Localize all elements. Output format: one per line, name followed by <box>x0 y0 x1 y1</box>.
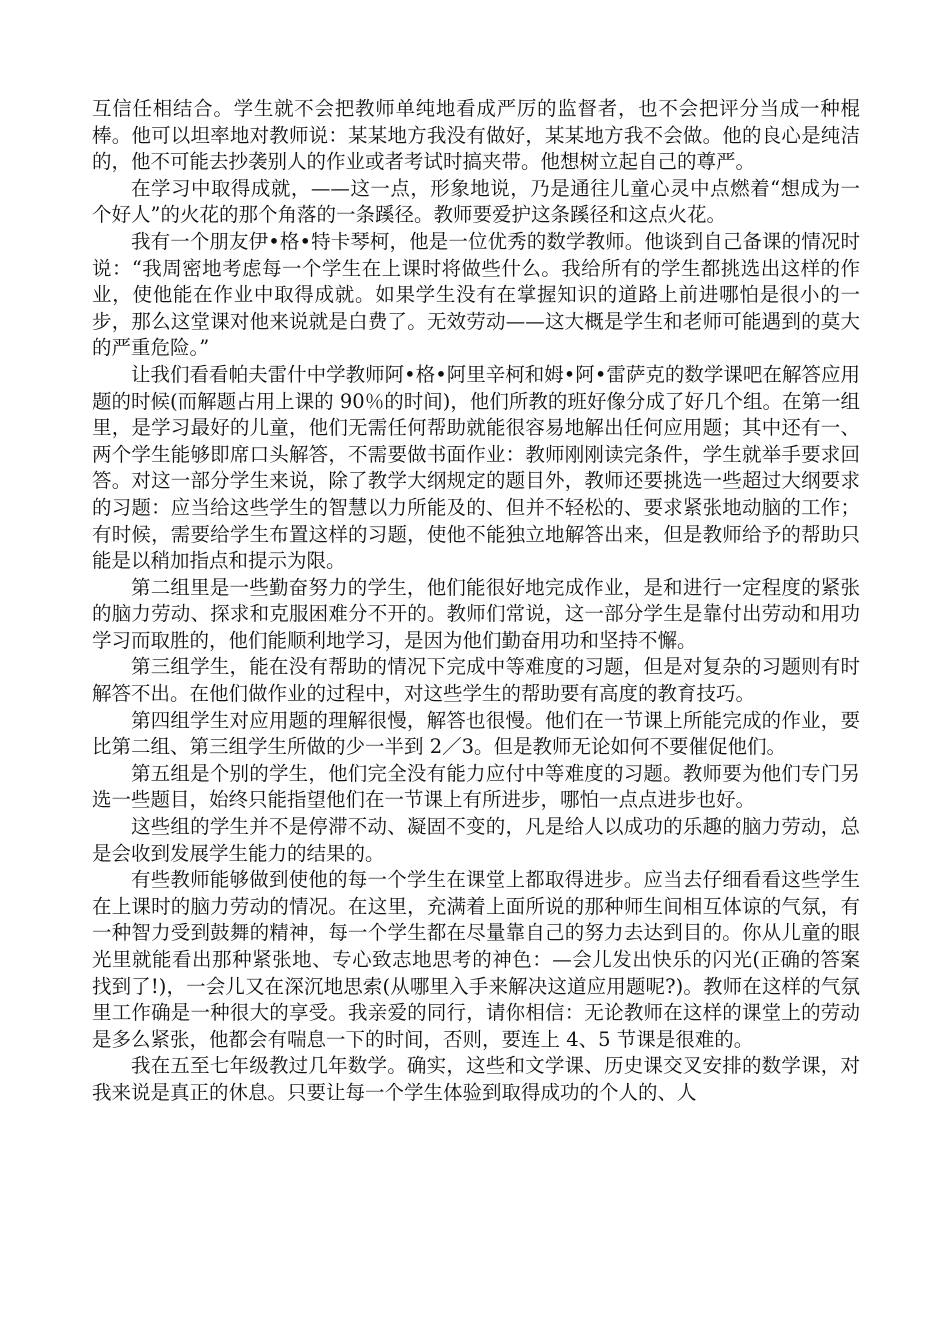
paragraph-8: 第五组是个别的学生，他们完全没有能力应付中等难度的习题。教师要为他们专门另选一些题目，始终只能指望他们在一节课上有所进步，哪怕一点点进步也好。 <box>92 761 860 812</box>
paragraph-11: 我在五至七年级教过几年数学。确实，这些和文学课、历史课交叉安排的数学课，对我来说是真正的休息。只要让每一个学生体验到取得成功的个人的、人 <box>92 1054 860 1104</box>
paragraph-3: 我有一个朋友伊•格•特卡琴柯，他是一位优秀的数学教师。他谈到自己备课的情况时说：“我周密地考虑每一个学生在上课时将做些什么。我给所有的学生都挑选出这样的作业，使他能在作业中取得成就。如果学生没有在掌握知识的道路上前进哪怕是很小的一步，那么这堂课对他来说就是白费了。无效劳动——这大概是学生和老师可能遇到的莫大的严重危险。” <box>92 229 860 360</box>
paragraph-5: 第二组里是一些勤奋努力的学生，他们能很好地完成作业，是和进行一定程度的紧张的脑力劳动、探求和克服困难分不开的。教师们常说，这一部分学生是靠付出劳动和用功学习而取胜的，他们能顺利地学习，是因为他们勤奋用功和坚持不懈。 <box>92 575 860 652</box>
paragraph-7: 第四组学生对应用题的理解很慢，解答也很慢。他们在一节课上所能完成的作业，要比第二组、第三组学生所做的少一半到 2／3。但是教师无论如何不要催促他们。 <box>92 708 860 759</box>
paragraph-2: 在学习中取得成就，——这一点，形象地说，乃是通往儿童心灵中点燃着“想成为一个好人”的火花的那个角落的一条蹊径。教师要爱护这条蹊径和这点火花。 <box>92 176 860 227</box>
paragraph-9: 这些组的学生并不是停滞不动、凝固不变的，凡是给人以成功的乐趣的脑力劳动，总是会收到发展学生能力的结果的。 <box>92 815 860 865</box>
paragraph-1: 互信任相结合。学生就不会把教师单纯地看成严厉的监督者，也不会把评分当成一种棍棒。他可以坦率地对教师说：某某地方我没有做好，某某地方我不会做。他的良心是纯洁的，他不可能去抄袭别人的作业或者考试时搞夹带。他想树立起自己的尊严。 <box>92 97 860 174</box>
paragraph-6: 第三组学生，能在没有帮助的情况下完成中等难度的习题，但是对复杂的习题则有时解答不出。在他们做作业的过程中，对这些学生的帮助要有高度的教育技巧。 <box>92 655 860 706</box>
paragraph-10: 有些教师能够做到使他的每一个学生在课堂上都取得进步。应当去仔细看看这些学生在上课时的脑力劳动的情况。在这里，充满着上面所说的那种师生间相互体谅的气氛，有一种智力受到鼓舞的精神，每一个学生都在尽量靠自己的努力去达到目的。你从儿童的眼光里就能看出那种紧张地、专心致志地思考的神色：—会儿发出快乐的闪光(正确的答案找到了!)，一会儿又在深沉地思索(从哪里入手来解决这道应用题呢?)。教师在这样的气氛里工作确是一种很大的享受。我亲爱的同行，请你相信：无论教师在这样的课堂上的劳动是多么紧张，他都会有喘息一下的时间，否则，要连上 4、5 节课是很难的。 <box>92 868 860 1051</box>
document-page <box>92 96 860 1107</box>
paragraph-4: 让我们看看帕夫雷什中学教师阿•格•阿里辛柯和姆•阿•雷萨克的数学课吧在解答应用题的时候(而解题占用上课的 90％的时间)，他们所教的班好像分成了好几个组。在第一组里，是学习最好的儿童，他们无需任何帮助就能很容易地解出任何应用题；其中还有一、两个学生能够即席口头解答，不需要做书面作业：教师刚刚读完条件，学生就举手要求回答。对这一部分学生来说，除了教学大纲规定的题目外，教师还要挑选一些超过大纲要求的习题：应当给这些学生的智慧以力所能及的、但并不轻松的、要求紧张地动脑的工作；有时候，需要给学生布置这样的习题，使他不能独立地解答出来，但是教师给予的帮助只能是以稍加指点和提示为限。 <box>92 362 860 573</box>
